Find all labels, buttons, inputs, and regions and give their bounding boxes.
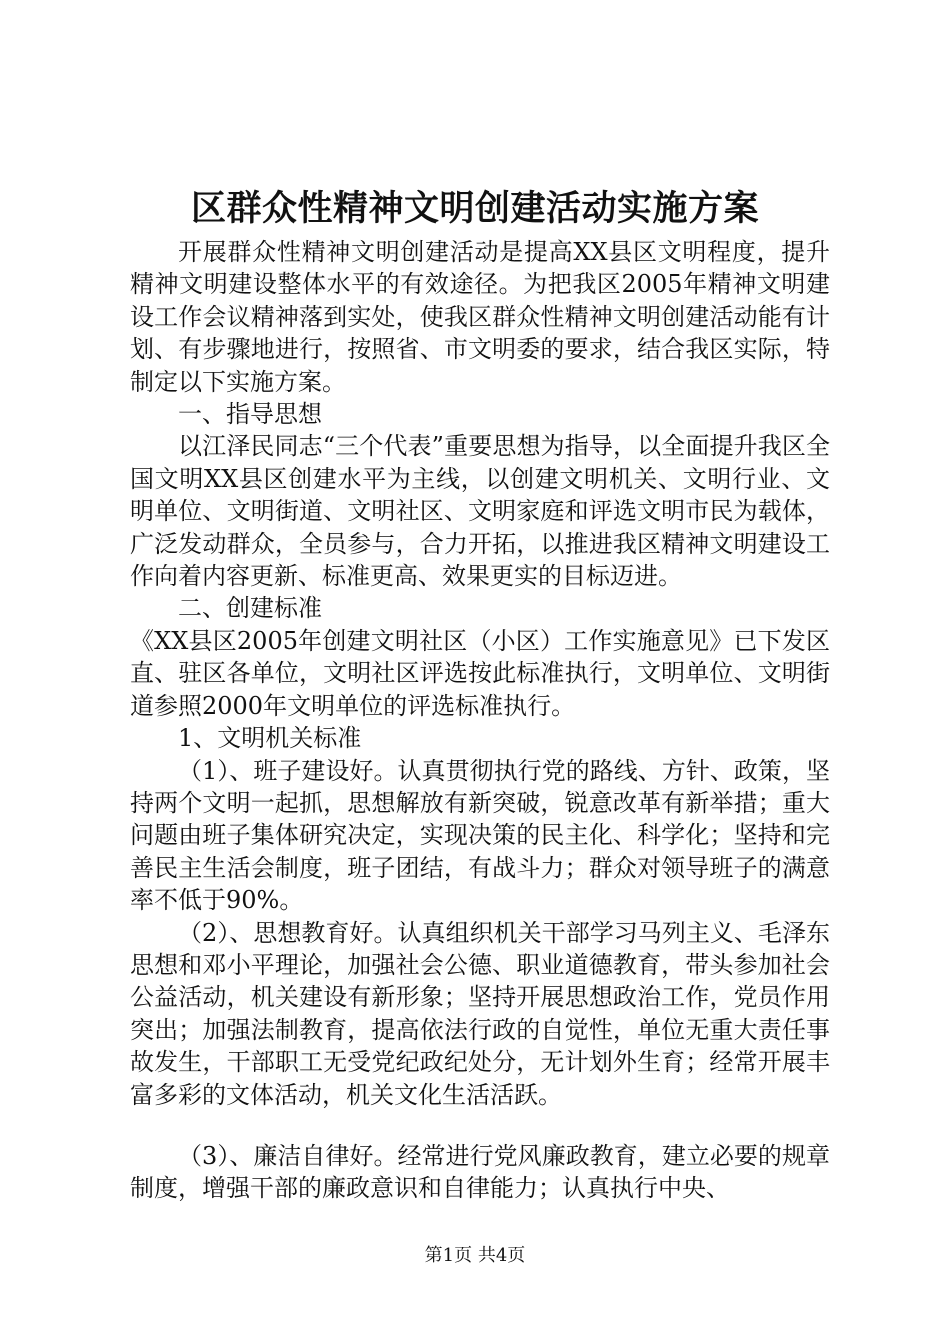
- item-1-paragraph: （1）、班子建设好。认真贯彻执行党的路线、方针、政策，坚持两个文明一起抓，思想解放有新突破，锐意改革有新举措；重大问题由班子集体研究决定，实现决策的民主化、科学化；坚持和完善民主生活会制度，班子团结，有战斗力；群众对领导班子的满意率不低于90%。: [130, 756, 830, 915]
- section-heading-standards: 二、创建标准: [178, 594, 322, 623]
- standards-paragraph: 《XX县区2005年创建文明社区（小区）工作实施意见》已下发区直、驻区各单位，文明社区评选按此标准执行，文明单位、文明街道参照2000年文明单位的评选标准执行。: [130, 626, 830, 720]
- page-title: 区群众性精神文明创建活动实施方案: [190, 188, 759, 229]
- section-heading-guiding-thought: 一、指导思想: [178, 400, 322, 429]
- subsection-heading-civilized-organ: 1、文明机关标准: [178, 724, 362, 753]
- page-footer: 第1页 共4页: [424, 1245, 526, 1266]
- document-body: [130, 236, 830, 1205]
- guiding-thought-paragraph: 以江泽民同志“三个代表”重要思想为指导，以全面提升我区全国文明XX县区创建水平为主线，以创建文明机关、文明行业、文明单位、文明街道、文明社区、文明家庭和评选文明市民为载体，广泛发动群众，全员参与，合力开拓，以推进我区精神文明建设工作向着内容更新、标准更高、效果更实的目标迈进。: [130, 432, 830, 591]
- item-3-paragraph: （3）、廉洁自律好。经常进行党风廉政教育，建立必要的规章制度，增强干部的廉政意识和自律能力；认真执行中央、: [130, 1141, 830, 1203]
- item-2-paragraph: （2）、思想教育好。认真组织机关干部学习马列主义、毛泽东思想和邓小平理论，加强社会公德、职业道德教育，带头参加社会公益活动，机关建设有新形象；坚持开展思想政治工作，党员作用突出；加强法制教育，提高依法行政的自觉性，单位无重大责任事故发生，干部职工无受党纪政纪处分，无计划外生育；经常开展丰富多彩的文体活动，机关文化生活活跃。: [130, 918, 830, 1109]
- intro-paragraph: 开展群众性精神文明创建活动是提高XX县区文明程度，提升精神文明建设整体水平的有效途径。为把我区2005年精神文明建设工作会议精神落到实处，使我区群众性精神文明创建活动能有计划、有步骤地进行，按照省、市文明委的要求，结合我区实际，特制定以下实施方案。: [130, 238, 830, 396]
- paragraph-spacer: [130, 1111, 830, 1140]
